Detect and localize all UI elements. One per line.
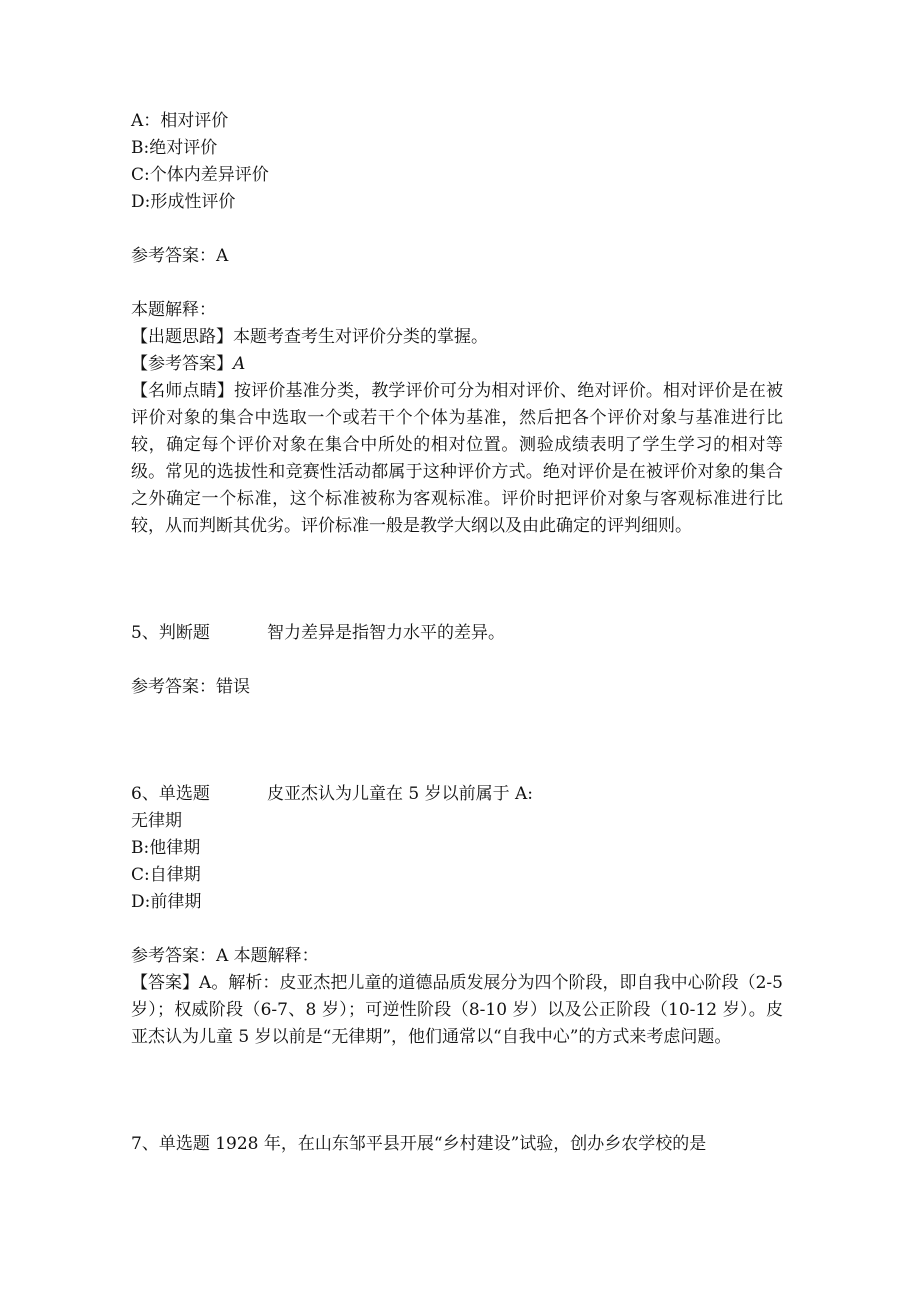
- spacer: [131, 647, 791, 674]
- q6-answer: 参考答案：A 本题解释：: [131, 946, 319, 966]
- q4-reference-answer: [131, 351, 791, 378]
- q6-number: 6、单选题: [131, 784, 210, 804]
- document-page: [131, 108, 791, 1158]
- q4-option-b: B:绝对评价: [131, 138, 218, 158]
- q4-teacher-tips: 【名师点睛】按评价基准分类，教学评价可分为相对评价、绝对评价。相对评价是在被评价对象的集合中选取一个或若干个个体为基准，然后把各个评价对象与基准进行比较，确定每个评价对象在集合中所处的相对位置。测验成绩表明了学生学习的相对等级。常见的选拔性和竞赛性活动都属于这种评价方式。绝对评价是在被评价对象的集合之外确定一个标准，这个标准被称为客观标准。评价时把评价对象与客观标准进行比较，从而判断其优劣。评价标准一般是教学大纲以及由此确定的评判细则。: [131, 381, 783, 536]
- q5-stem: 智力差异是指智力水平的差异。: [267, 623, 505, 643]
- q4-option-c: C:个体内差异评价: [131, 165, 269, 185]
- spacer: [131, 216, 791, 243]
- q6-stem: 皮亚杰认为儿童在 5 岁以前属于 A:: [267, 784, 534, 804]
- q6-explanation: 【答案】A。解析：皮亚杰把儿童的道德品质发展分为四个阶段，即自我中心阶段（2-5 岁）；权威阶段（6-7、8 岁）；可逆性阶段（8-10 岁）以及公正阶段（10-12 岁）。皮亚杰认为儿童 5 岁以前是“无律期”，他们通常以“自我中心”的方式来考虑问题。: [131, 973, 783, 1047]
- q6-option-d: D:前律期: [131, 892, 202, 912]
- q5-number: 5、判断题: [131, 623, 210, 643]
- q4-option-a: A：相对评价: [131, 111, 229, 131]
- q6-header: [131, 781, 791, 808]
- q4-reference-label: 【参考答案】: [131, 354, 233, 374]
- q6-option-a: 无律期: [131, 811, 182, 831]
- q6-option-c: C:自律期: [131, 865, 201, 885]
- spacer: [131, 916, 791, 943]
- q4-reference-value: A: [233, 354, 246, 374]
- q4-answer: 参考答案：A: [131, 246, 229, 266]
- q4-option-d: D:形成性评价: [131, 192, 236, 212]
- q4-idea: 【出题思路】本题考查考生对评价分类的掌握。: [131, 327, 488, 347]
- spacer: [131, 701, 791, 781]
- q5-header: [131, 620, 791, 647]
- q7-stem: 7、单选题 1928 年，在山东邹平县开展“乡村建设”试验，创办乡农学校的是: [131, 1134, 707, 1154]
- spacer: [131, 270, 791, 297]
- spacer: [131, 540, 791, 620]
- q4-explain-title: 本题解释：: [131, 300, 216, 320]
- spacer: [131, 1051, 791, 1131]
- q6-option-b: B:他律期: [131, 838, 201, 858]
- q5-answer: 参考答案：错误: [131, 677, 250, 697]
